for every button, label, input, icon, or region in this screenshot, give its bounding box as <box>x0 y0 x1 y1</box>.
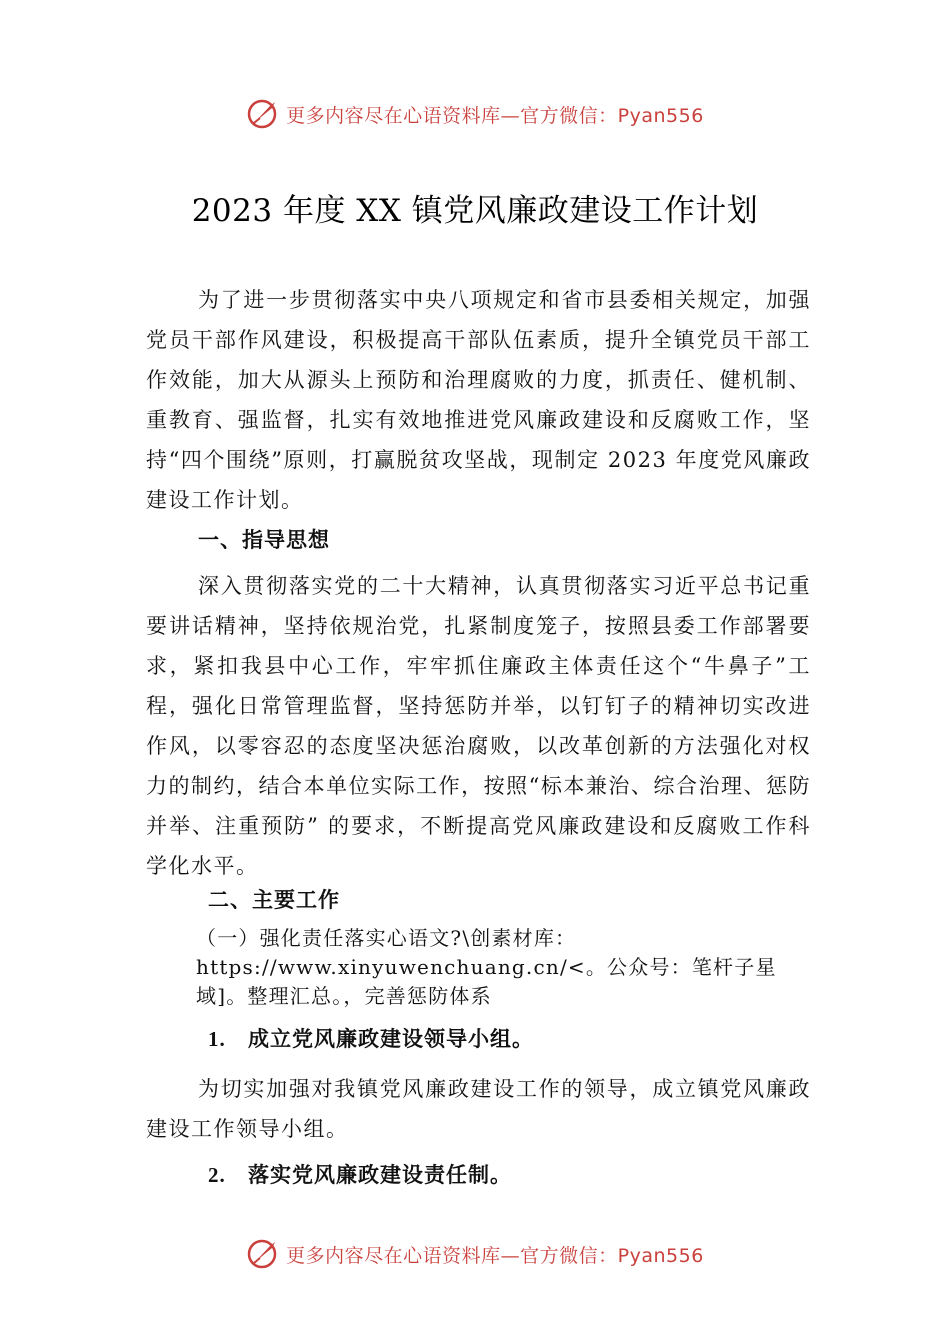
section-1 <box>146 520 811 886</box>
intro-paragraph: 为了进一步贯彻落实中央八项规定和省市县委相关规定，加强党员干部作风建设，积极提高干部队伍素质，提升全镇党员干部工作效能，加大从源头上预防和治理腐败的力度，抓责任、健机制、重教育、强监督，扎实有效地推进党风廉政建设和反腐败工作，坚持“四个围绕”原则，打赢脱贫攻坚战，现制定 2023 年度党风廉政建设工作计划。 <box>146 288 811 512</box>
watermark-footer <box>0 1232 950 1276</box>
quill-logo-icon <box>246 96 282 132</box>
document-title: 2023 年度 XX 镇党风廉政建设工作计划 <box>191 193 759 229</box>
watermark-header <box>0 92 950 136</box>
item-2-title: 落实党风廉政建设责任制。 <box>248 1163 512 1187</box>
watermark-text: 更多内容尽在心语资料库—官方微信：Pyan556 <box>286 104 704 127</box>
section-heading-main-work: 二、主要工作 <box>208 888 340 912</box>
item-1-heading <box>208 1019 811 1059</box>
watermark-text: 更多内容尽在心语资料库—官方微信：Pyan556 <box>286 1244 704 1267</box>
subsection-heading-1: （一）强化责任落实心语文?\创素材库：https://www.xinyuwenchuang.cn/<。公众号：笔杆子星域]。整理汇总。，完善惩防体系 <box>196 926 777 1008</box>
item-1-number: 1. <box>208 1027 226 1051</box>
item-2-number: 2. <box>208 1163 226 1187</box>
item-1-title: 成立党风廉政建设领导小组。 <box>248 1027 534 1051</box>
intro-block <box>146 280 811 520</box>
section-heading-guiding-thought: 一、指导思想 <box>198 528 330 552</box>
section-1-paragraph: 深入贯彻落实党的二十大精神，认真贯彻落实习近平总书记重要讲话精神，坚持依规治党，扎紧制度笼子，按照县委工作部署要求，紧扣我县中心工作，牢牢抓住廉政主体责任这个“牛鼻子”工程，强化日常管理监督，坚持惩防并举，以钉钉子的精神切实改进作风，以零容忍的态度坚决惩治腐败，以改革创新的方法强化对权力的制约，结合本单位实际工作，按照“标本兼治、综合治理、惩防并举、注重预防” 的要求，不断提高党风廉政建设和反腐败工作科学化水平。 <box>146 574 811 878</box>
quill-logo-icon <box>246 1236 282 1272</box>
item-2-heading <box>208 1155 811 1195</box>
item-1-paragraph: 为切实加强对我镇党风廉政建设工作的领导，成立镇党风廉政建设工作领导小组。 <box>146 1077 811 1141</box>
section-2 <box>146 880 811 1195</box>
